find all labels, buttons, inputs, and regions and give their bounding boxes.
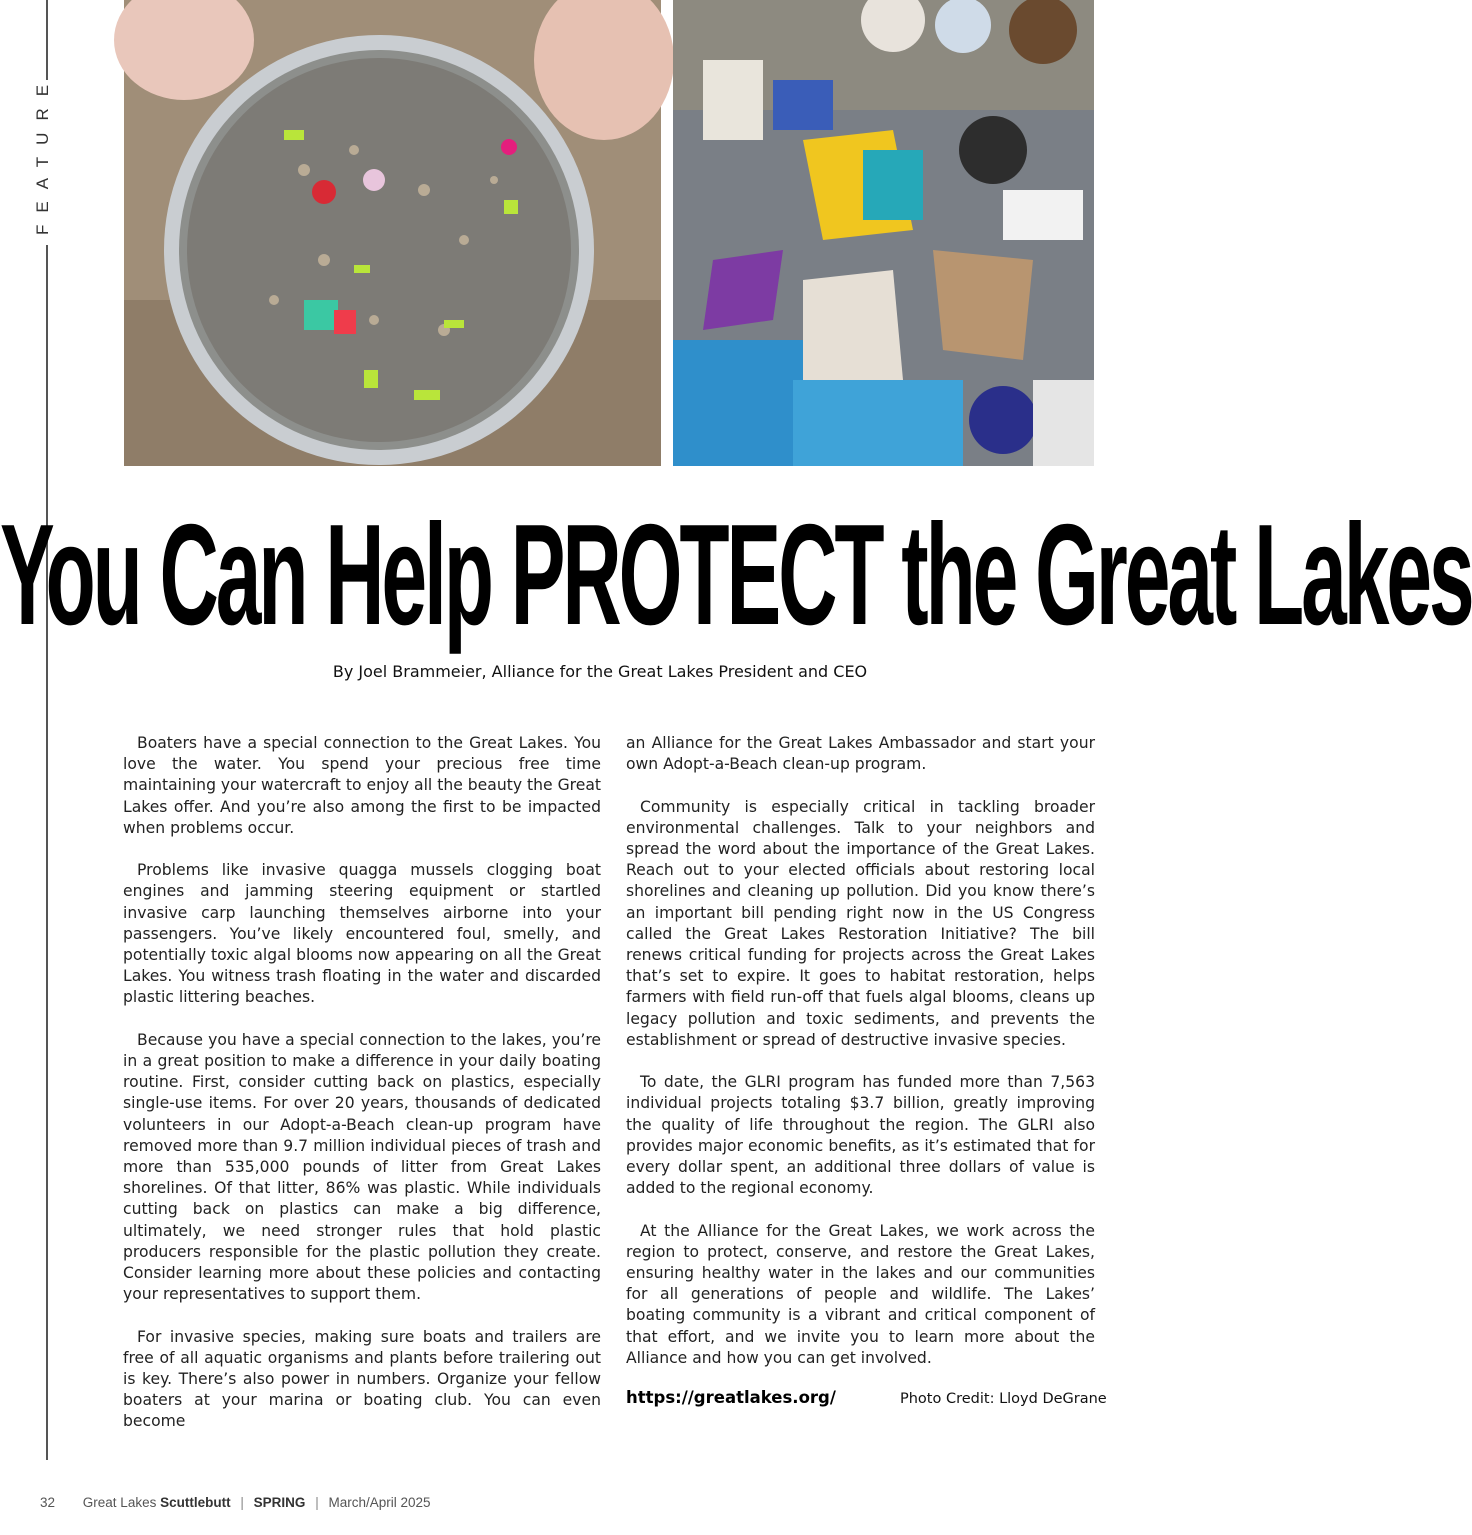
magazine-prefix: Great Lakes xyxy=(82,1495,157,1510)
section-label: FEATURE xyxy=(33,72,52,235)
footer-separator: | xyxy=(315,1495,319,1510)
issue-date: March/April 2025 xyxy=(328,1495,431,1510)
side-rule xyxy=(46,0,48,80)
issue-season: SPRING xyxy=(253,1495,306,1510)
photo-plastic-litter xyxy=(673,0,1094,466)
footer-separator: | xyxy=(240,1495,244,1510)
paragraph: For invasive species, making sure boats and trailers are free of all aquatic organisms and plants before trailering out is key. There’s also power in numbers. Organize your fellow boaters at your marina or boating club. You can even become xyxy=(123,1327,601,1431)
article-column-right xyxy=(626,733,1095,1390)
magazine-name: Scuttlebutt xyxy=(160,1495,231,1510)
page-footer xyxy=(40,1495,431,1510)
paragraph: Community is especially critical in tackling broader environmental challenges. Talk to your neighbors and spread the word about the importance of the Great Lakes. Reach out to your elected officials about restoring local shorelines and cleaning up pollution. Did you know there’s an important bill pending right now in the US Congress called the Great Lakes Restoration Initiative? The bill renews critical funding for projects across the Great Lakes that’s set to expire. It goes to habitat restoration, helps farmers with field run-off that fuels algal blooms, cleans up legacy pollution and toxic sediments, and prevents the establishment or spread of destructive invasive species. xyxy=(626,797,1095,1049)
side-rule xyxy=(46,245,48,1460)
article-column-left xyxy=(123,733,601,1454)
paragraph: To date, the GLRI program has funded more than 7,563 individual projects totaling $3.7 billion, greatly improving the quality of life throughout the region. The GLRI also provides major economic benefits, as it’s estimated that for every dollar spent, an additional three dollars of value is added to the regional economy. xyxy=(626,1073,1095,1198)
photo-sieve xyxy=(124,0,661,466)
page-number: 32 xyxy=(40,1495,56,1510)
paragraph: Problems like invasive quagga mussels clogging boat engines and jamming steering equipment or startled invasive carp launching themselves airborne into your passengers. You’ve likely encountered foul, smelly, and potentially toxic algal blooms now appearing on all the Great Lakes. You witness trash floating in the water and discarded plastic littering beaches. xyxy=(123,861,601,1007)
paragraph: an Alliance for the Great Lakes Ambassador and start your own Adopt-a-Beach clean-up program. xyxy=(626,734,1095,774)
byline: By Joel Brammeier, Alliance for the Great Lakes President and CEO xyxy=(332,662,868,681)
website-link[interactable]: https://greatlakes.org/ xyxy=(626,1388,836,1407)
paragraph: Because you have a special connection to the lakes, you’re in a great position to make a difference in your daily boating routine. First, consider cutting back on plastics, especially single-use items. For over 20 years, thousands of dedicated volunteers in our Adopt-a-Beach clean-up program have removed more than 9.7 million individual pieces of trash and more than 535,000 pounds of litter from Great Lakes shorelines. Of that litter, 86% was plastic. While individuals cutting back on plastics can make a big difference, ultimately, we need stronger rules that hold plastic producers responsible for the plastic pollution they create. Consider learning more about these policies and contacting your representatives to support them. xyxy=(123,1030,601,1304)
paragraph: Boaters have a special connection to the Great Lakes. You love the water. You spend your precious free time maintaining your watercraft to enjoy all the beauty the Great Lakes offer. And you’re also among the first to be impacted when problems occur. xyxy=(123,734,601,837)
paragraph: At the Alliance for the Great Lakes, we work across the region to protect, conserve, and restore the Great Lakes, ensuring healthy water in the lakes and our communities for all generations of people and wildlife. The Lakes’ boating community is a vibrant and critical component of that effort, and we invite you to learn more about the Alliance and how you can get involved. xyxy=(626,1221,1095,1367)
photo-credit: Photo Credit: Lloyd DeGrane xyxy=(900,1391,1107,1407)
article-title: You Can Help PROTECT the Great Lakes xyxy=(0,496,1472,656)
